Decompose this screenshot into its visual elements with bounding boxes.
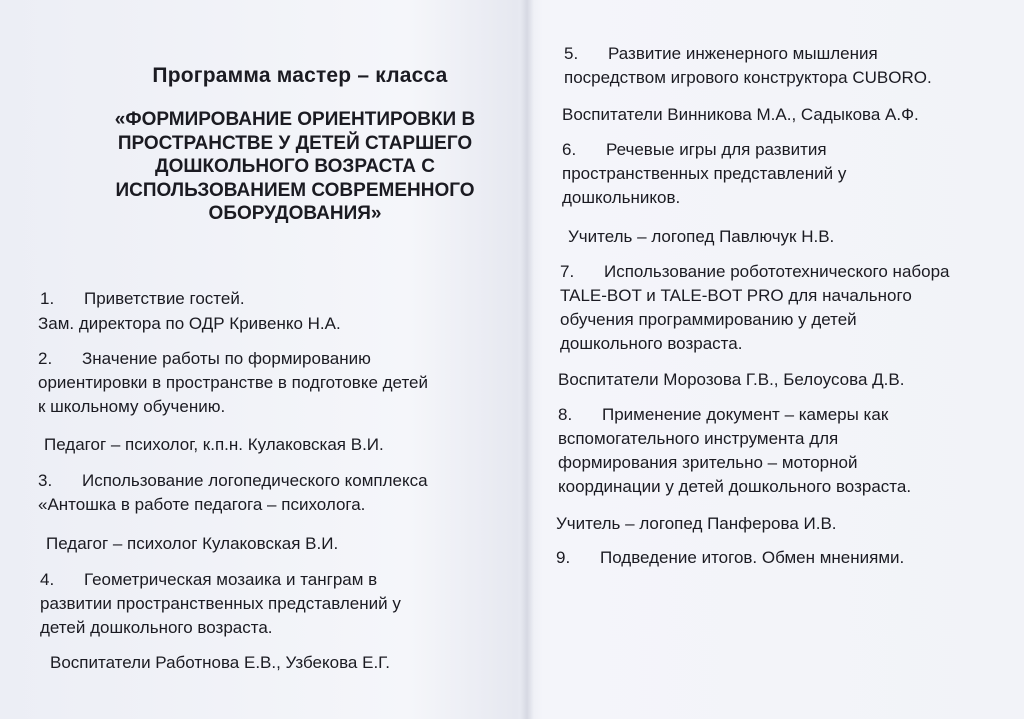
item-text: «Антошка в работе педагога – психолога.: [38, 495, 366, 514]
item-text: Речевые игры для развития: [606, 140, 827, 159]
program-subtitle: [75, 108, 515, 226]
subtitle-line: ОБОРУДОВАНИЯ»: [208, 203, 382, 224]
item-number: 3.: [38, 471, 53, 490]
subtitle-line: ПРОСТРАНСТВЕ У ДЕТЕЙ СТАРШЕГО: [117, 132, 473, 154]
item-number: 5.: [564, 44, 579, 63]
item-number: 2.: [38, 349, 53, 368]
item-number: 8.: [558, 405, 573, 424]
program-item-9: [556, 546, 904, 570]
item-presenter: Зам. директора по ОДР Кривенко Н.А.: [38, 314, 341, 333]
item-text: Использование логопедического комплекса: [82, 471, 428, 490]
item-number: 1.: [40, 289, 55, 308]
item-text: вспомогательного инструмента для: [558, 429, 839, 448]
program-item-8: [558, 403, 911, 499]
item-presenter: Учитель – логопед Панферова И.В.: [556, 514, 837, 533]
item-presenter: Воспитатели Морозова Г.В., Белоусова Д.В.: [558, 370, 905, 389]
program-item-4: [40, 568, 401, 640]
right-page: [534, 0, 1014, 719]
item-number: 7.: [560, 262, 575, 281]
page-fold: [520, 0, 534, 719]
program-item-6: [562, 138, 846, 210]
item-presenter: Педагог – психолог, к.п.н. Кулаковская В.И.: [44, 435, 384, 454]
item-text: TALE-BOT и TALE-BOT PRO для начального: [560, 286, 912, 305]
program-item-3: [38, 469, 428, 517]
item-text: ориентировки в пространстве в подготовке детей: [38, 373, 428, 392]
item-text: Использование робототехнического набора: [604, 262, 950, 281]
item-text: Приветствие гостей.: [84, 289, 245, 308]
item-text: координации у детей дошкольного возраста.: [558, 477, 912, 496]
item-text: развитии пространственных представлений у: [40, 594, 401, 613]
item-text: Развитие инженерного мышления: [608, 44, 878, 63]
item-text: пространственных представлений у: [562, 164, 847, 183]
item-presenter: Учитель – логопед Павлючук Н.В.: [568, 227, 835, 246]
item-text: Значение работы по формированию: [82, 349, 371, 368]
item-text: к школьному обучению.: [38, 397, 226, 416]
item-text: посредством игрового конструктора CUBORO.: [564, 68, 932, 87]
item-text: обучения программированию у детей: [560, 310, 857, 329]
program-item-5: [564, 42, 932, 90]
program-item-2: [38, 347, 428, 419]
program-title: Программа мастер – класса: [152, 64, 448, 87]
item-number: 4.: [40, 570, 55, 589]
item-number: 6.: [562, 140, 577, 159]
item-text: детей дошкольного возраста.: [40, 618, 273, 637]
item-presenter: Педагог – психолог Кулаковская В.И.: [46, 534, 339, 553]
program-item-7: [560, 260, 950, 356]
item-number: 9.: [556, 548, 571, 567]
item-text: Применение документ – камеры как: [602, 405, 889, 424]
item-text: формирования зрительно – моторной: [558, 453, 858, 472]
item-text: Геометрическая мозаика и танграм в: [84, 570, 378, 589]
subtitle-line: «ФОРМИРОВАНИЕ ОРИЕНТИРОВКИ В: [114, 109, 476, 130]
item-presenter: Воспитатели Работнова Е.В., Узбекова Е.Г.: [50, 653, 391, 672]
item-presenter: Воспитатели Винникова М.А., Садыкова А.Ф.: [562, 105, 919, 124]
item-text: Подведение итогов. Обмен мнениями.: [600, 548, 905, 567]
program-item-1: [40, 287, 245, 311]
subtitle-line: ИСПОЛЬЗОВАНИЕМ СОВРЕМЕННОГО: [115, 179, 475, 201]
subtitle-line: ДОШКОЛЬНОГО ВОЗРАСТА С: [155, 156, 435, 177]
item-text: дошкольного возраста.: [560, 334, 743, 353]
item-text: дошкольников.: [562, 188, 681, 207]
